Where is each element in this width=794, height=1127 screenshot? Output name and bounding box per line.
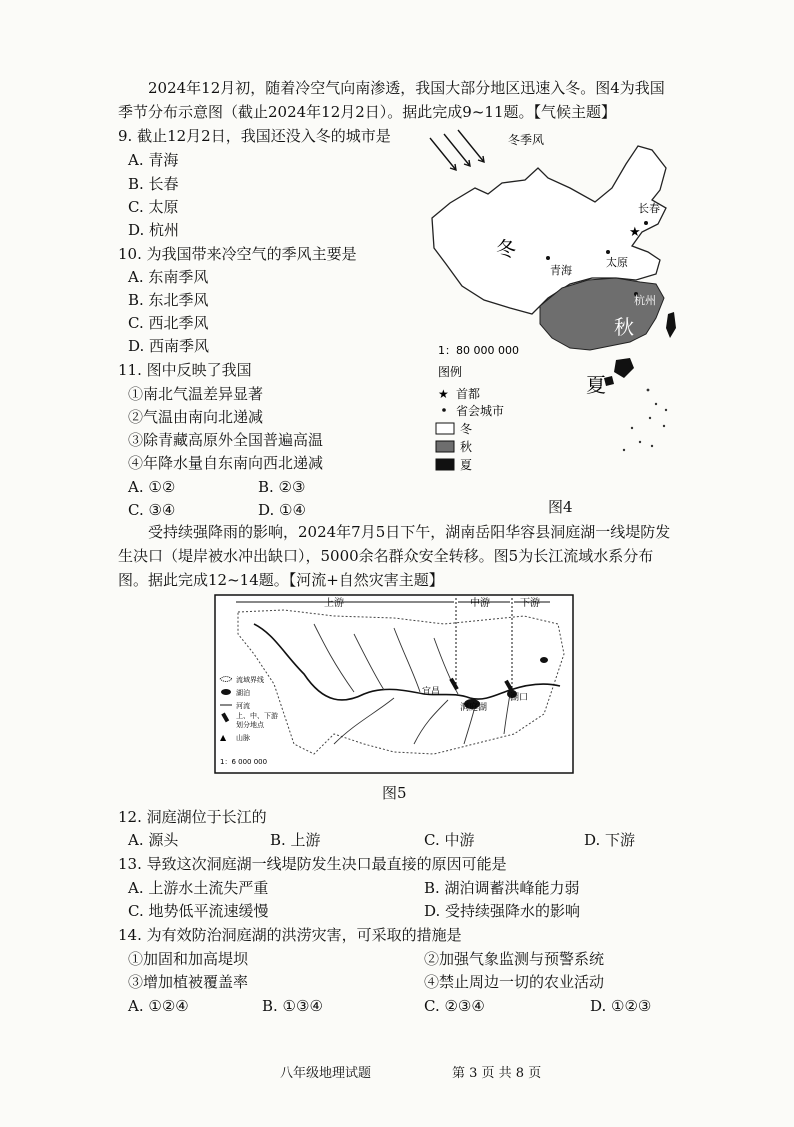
region-label-summer: 夏 xyxy=(586,373,606,397)
question-9-option-c[interactable]: C. 太原 xyxy=(128,198,179,216)
question-13-option-c[interactable]: C. 地势低平流速缓慢 xyxy=(128,902,269,920)
question-9-stem: 9. 截止12月2日，我国还没入冬的城市是 xyxy=(118,127,391,145)
question-11-option-c[interactable]: C. ③④ xyxy=(128,501,176,519)
question-9-option-d[interactable]: D. 杭州 xyxy=(128,221,180,239)
place-label-dongting: 洞庭湖 xyxy=(460,703,488,713)
legend-winter-label: 冬 xyxy=(460,422,473,436)
question-11-option-a[interactable]: A. ①② xyxy=(128,478,176,496)
question-9-option-a[interactable]: A. 青海 xyxy=(128,151,179,169)
legend-autumn-swatch xyxy=(436,441,454,452)
figure-4-caption: 图4 xyxy=(548,498,573,516)
legend-summer-label: 夏 xyxy=(460,458,473,472)
question-14-option-b[interactable]: B. ①③④ xyxy=(262,997,323,1015)
intro-paragraph-1: 2024年12月初，随着冷空气向南渗透，我国大部分地区迅速入冬。图4为我国季节分布示意图（截止2024年12月2日）。据此完成9~11题。【气候主题】 xyxy=(118,79,665,121)
question-14-item-1: ①加固和加高堤坝 xyxy=(128,950,249,968)
question-11-stem: 11. 图中反映了我国 xyxy=(118,361,252,379)
legend-mountain-icon: ▲ xyxy=(220,733,227,742)
legend-division-label-2: 划分地点 xyxy=(236,721,264,729)
question-11-item-2: ②气温由南向北递减 xyxy=(128,408,264,426)
question-10-option-c[interactable]: C. 西北季风 xyxy=(128,314,209,332)
city-label-changchun: 长春 xyxy=(638,202,660,215)
section-label-middle: 中游 xyxy=(470,598,490,609)
legend-city-icon xyxy=(442,408,446,412)
legend-boundary-label: 流域界线 xyxy=(236,676,264,684)
question-11-option-d[interactable]: D. ①④ xyxy=(258,501,306,519)
city-label-qinghai: 青海 xyxy=(550,264,572,277)
winter-monsoon-label: 冬季风 xyxy=(508,133,545,147)
legend-capital-label: 首都 xyxy=(456,387,481,401)
question-11-option-b[interactable]: B. ②③ xyxy=(258,478,306,496)
question-13-option-d[interactable]: D. 受持续强降水的影响 xyxy=(424,902,581,920)
region-label-winter: 冬 xyxy=(496,237,516,261)
legend-summer-swatch xyxy=(436,459,454,470)
question-10-option-b[interactable]: B. 东北季风 xyxy=(128,291,209,309)
legend-division-label: 上、中、下游 xyxy=(236,712,278,720)
figure-4-season-map xyxy=(420,128,690,498)
question-14-stem: 14. 为有效防治洞庭湖的洪涝灾害，可采取的措施是 xyxy=(118,926,462,944)
question-14-item-4: ④禁止周边一切的农业活动 xyxy=(424,973,605,991)
section-label-lower: 下游 xyxy=(520,598,540,609)
place-label-hukou: 湖口 xyxy=(510,693,529,703)
figure-5-frame xyxy=(215,595,573,773)
place-label-yichang: 宜昌 xyxy=(422,687,441,697)
lake-tai xyxy=(540,657,548,663)
city-label-taiyuan: 太原 xyxy=(606,256,628,269)
question-11-item-3: ③除青藏高原外全国普遍高温 xyxy=(128,431,324,449)
capital-star-icon: ★ xyxy=(629,225,641,240)
legend-city-label: 省会城市 xyxy=(456,404,505,418)
legend-winter-swatch xyxy=(436,423,454,434)
question-10-option-a[interactable]: A. 东南季风 xyxy=(128,268,209,286)
legend-river-label: 河流 xyxy=(236,702,250,710)
intro-paragraph-2: 受持续强降雨的影响，2024年7月5日下午，湖南岳阳华容县洞庭湖一线堤防发生决口（堤岸被水冲出缺口），5000余名群众安全转移。图5为长江流域水系分布图。据此完成12~14题。【河流+自然灾害主题】 xyxy=(118,523,671,589)
section-label-upper: 上游 xyxy=(324,598,344,609)
winter-monsoon-arrows xyxy=(430,130,484,170)
south-sea-islands xyxy=(623,389,667,452)
question-10-stem: 10. 为我国带来冷空气的季风主要是 xyxy=(118,245,357,263)
question-13-option-a[interactable]: A. 上游水土流失严重 xyxy=(128,879,269,897)
legend-autumn-label: 秋 xyxy=(460,440,473,454)
question-10-option-d[interactable]: D. 西南季风 xyxy=(128,337,210,355)
legend-mountain-label: 山脉 xyxy=(236,734,250,742)
question-12-option-c[interactable]: C. 中游 xyxy=(424,831,475,849)
question-14-item-2: ②加强气象监测与预警系统 xyxy=(424,950,605,968)
figure-4-scale: 1：80 000 000 xyxy=(438,344,519,357)
footer-page-number: 第 3 页 共 8 页 xyxy=(452,1066,542,1081)
summer-region-taiwan xyxy=(666,312,676,338)
footer-subject: 八年级地理试题 xyxy=(280,1066,372,1081)
question-13-option-b[interactable]: B. 湖泊调蓄洪峰能力弱 xyxy=(424,879,580,897)
figure-5-caption: 图5 xyxy=(382,784,407,802)
figure-5-yangtze-map xyxy=(214,594,574,774)
question-13-stem: 13. 导致这次洞庭湖一线堤防发生决口最直接的原因可能是 xyxy=(118,855,507,873)
question-12-option-d[interactable]: D. 下游 xyxy=(584,831,636,849)
question-11-item-4: ④年降水量自东南向西北递减 xyxy=(128,454,324,472)
figure-5-scale: 1：6 000 000 xyxy=(220,758,268,766)
question-11-item-1: ①南北气温差异显著 xyxy=(128,385,264,403)
legend-lake-label: 湖泊 xyxy=(236,689,250,697)
question-12-option-b[interactable]: B. 上游 xyxy=(270,831,321,849)
question-12-stem: 12. 洞庭湖位于长江的 xyxy=(118,808,267,826)
summer-region-south xyxy=(614,358,634,378)
legend-title: 图例 xyxy=(438,365,463,379)
question-14-option-c[interactable]: C. ②③④ xyxy=(424,997,485,1015)
city-label-hangzhou: 杭州 xyxy=(634,294,656,307)
legend-capital-icon: ★ xyxy=(438,387,449,401)
question-14-option-a[interactable]: A. ①②④ xyxy=(128,997,189,1015)
question-12-option-a[interactable]: A. 源头 xyxy=(128,831,179,849)
region-label-autumn: 秋 xyxy=(614,315,634,339)
question-9-option-b[interactable]: B. 长春 xyxy=(128,175,179,193)
question-14-option-d[interactable]: D. ①②③ xyxy=(590,997,652,1015)
question-14-item-3: ③增加植被覆盖率 xyxy=(128,973,249,991)
